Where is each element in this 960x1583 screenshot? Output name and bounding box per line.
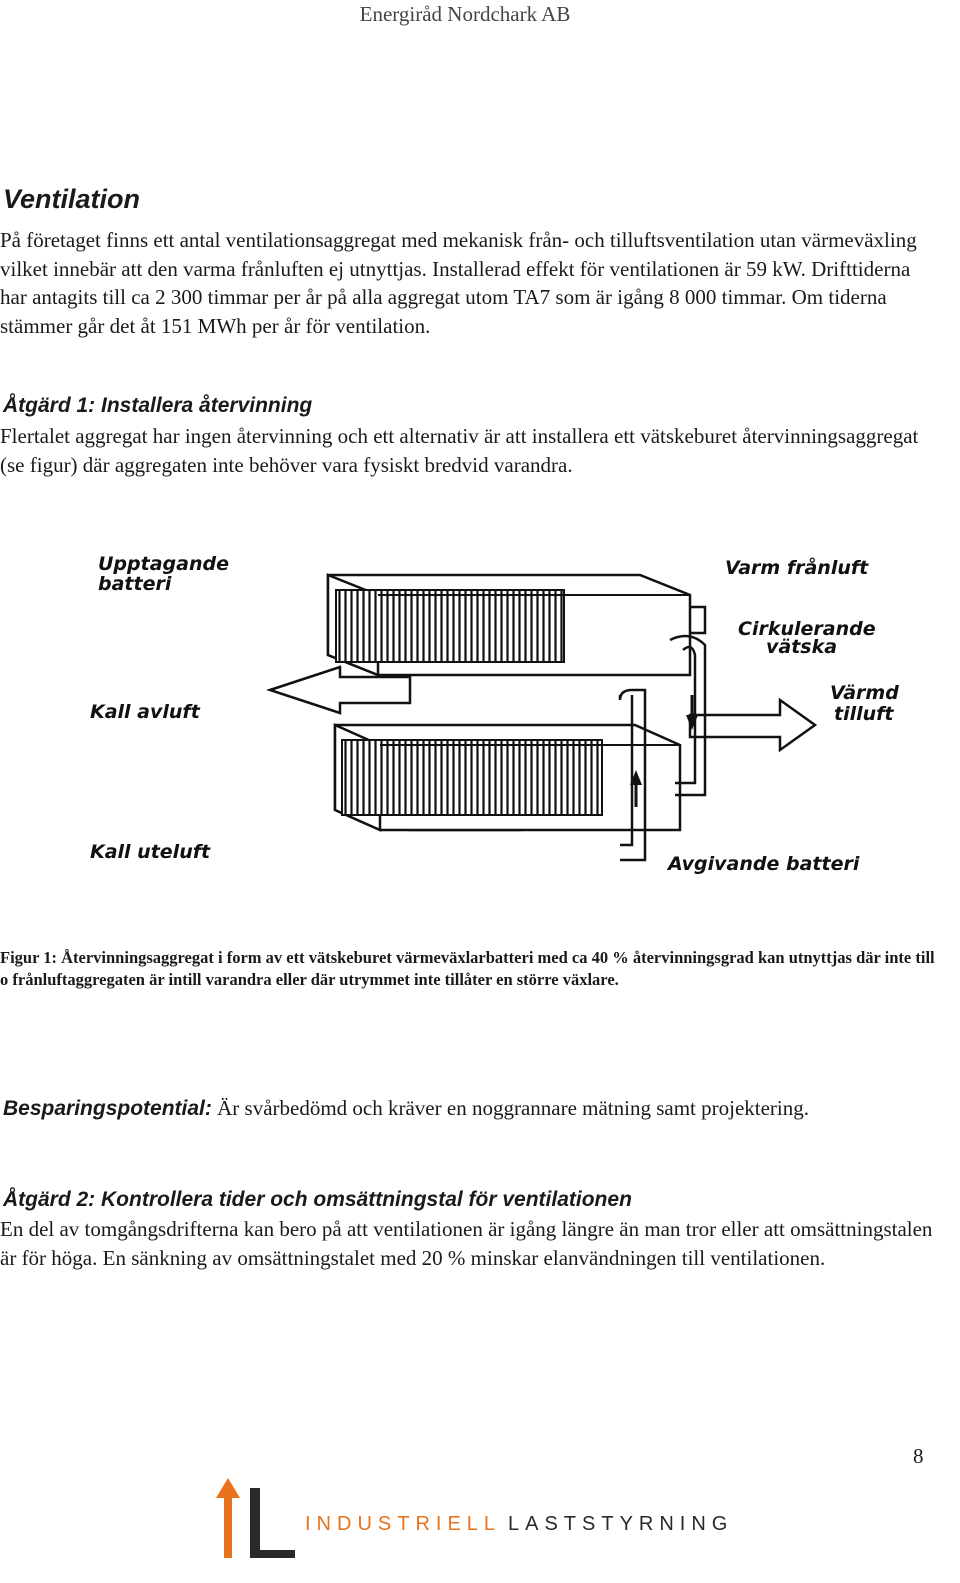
- measure-1-text: Flertalet aggregat har ingen återvinning och ett alternativ är att installera ett vätskeburet återvinningsaggregat (se figur) där aggregaten inte behöver vara fysiskt bredvid varandra.: [0, 424, 919, 477]
- label-cold-exhaust: Kall avluft: [90, 701, 200, 723]
- measure-2-text: En del av tomgångsdrifterna kan bero på att ventilationen är igång längre än man tror eller att omsättningstalen är för höga. En sänkning av omsättningstalet med 20 % minskar elanvändningen till ventilationen.: [0, 1217, 933, 1270]
- page-header: Energiråd Nordchark AB: [359, 2, 571, 26]
- lower-coil: [335, 725, 680, 830]
- label-warmed-2: tilluft: [834, 703, 894, 725]
- label-cold-outdoor: Kall uteluft: [90, 841, 211, 863]
- savings-label: Besparingspotential:: [3, 1097, 212, 1120]
- logo-mark: [216, 1478, 295, 1558]
- measure-2-title: Åtgärd 2: Kontrollera tider och omsättningstal för ventilationen: [3, 1188, 632, 1211]
- label-absorbing-coil-2: batteri: [98, 573, 172, 595]
- label-warm-exhaust: Varm frånluft: [725, 557, 869, 579]
- section-title: Ventilation: [3, 184, 141, 214]
- logo-word-laststyrning: LASTSTYRNING: [508, 1513, 733, 1535]
- savings-text: Är svårbedömd och kräver en noggrannare mätning samt projektering.: [211, 1096, 810, 1120]
- label-circulating-2: vätska: [766, 636, 838, 658]
- label-warmed-1: Värmd: [830, 682, 899, 704]
- warm-supply-arrow: [690, 700, 815, 750]
- label-releasing-coil: Avgivande batteri: [668, 853, 860, 875]
- heat-recovery-figure: [80, 545, 960, 890]
- page-number: 8: [913, 1444, 924, 1468]
- label-circulating-1: Cirkulerande: [738, 618, 876, 640]
- section-intro: På företaget finns ett antal ventilationsaggregat med mekanisk från- och tilluftsventilation utan värmeväxling vilket innebär att den varma frånluften ej utnyttjas. Installerad effekt för ventilationen är 59 kW. Drifttiderna har antagits till ca 2 300 timmar per år på alla aggregat utom TA7 som är igång 8 000 timmar. Om tiderna stämmer går det åt 151 MWh per år för ventilation.: [0, 228, 917, 338]
- savings-paragraph: [3, 1096, 938, 1121]
- label-absorbing-coil-1: Upptagande: [98, 553, 229, 575]
- measure-1-title: Åtgärd 1: Installera återvinning: [3, 394, 313, 417]
- company-logo: [213, 1478, 733, 1568]
- figure-caption: Figur 1: Återvinningsaggregat i form av ett vätskeburet värmeväxlarbatteri med ca 40 % återvinningsgrad kan utnyttjas där inte till o frånluftaggregaten är intill varandra eller där utrymmet inte tillåter en större växlare.: [0, 948, 935, 989]
- logo-word-industriell: INDUSTRIELL: [305, 1513, 502, 1535]
- upper-coil: [328, 575, 690, 675]
